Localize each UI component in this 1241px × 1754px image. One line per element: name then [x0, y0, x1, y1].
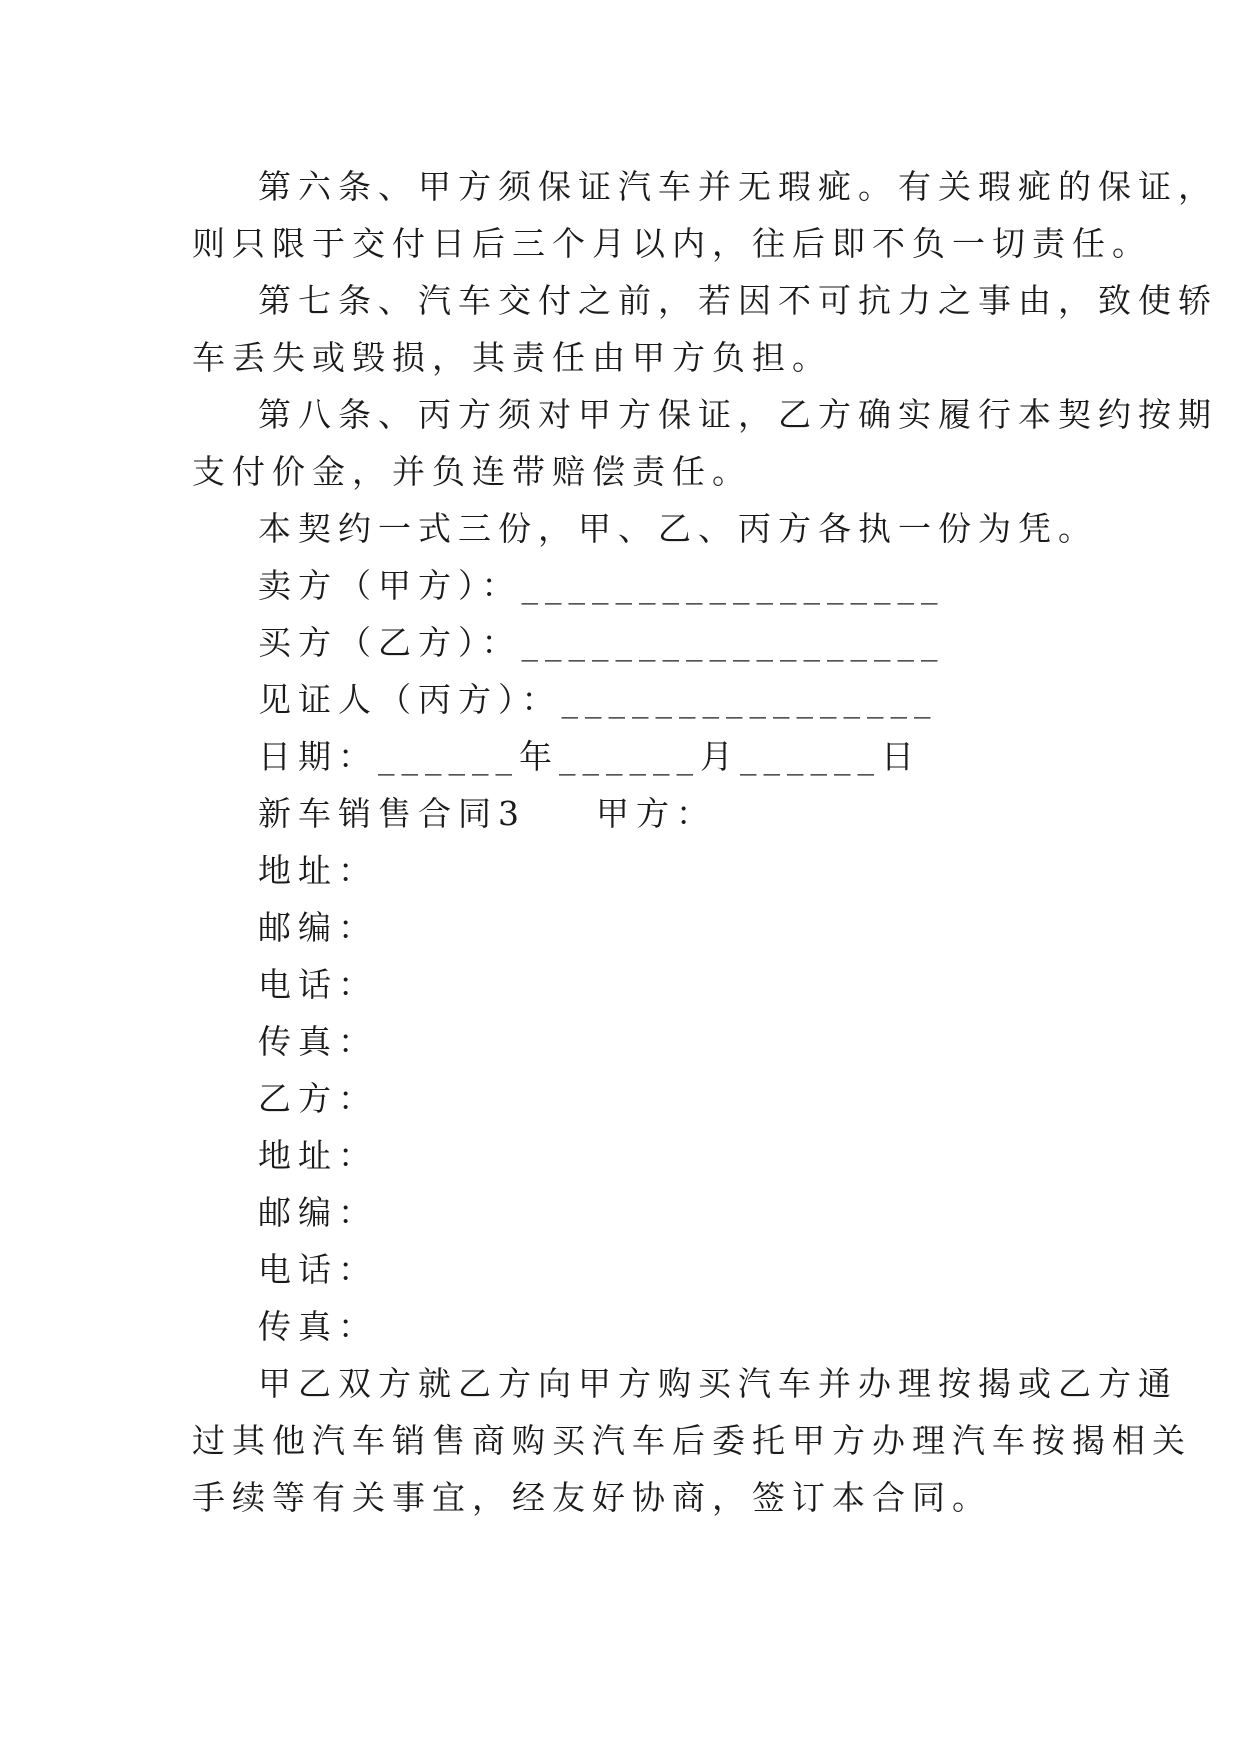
- party-a-postcode: 邮编：: [258, 908, 378, 947]
- party-b-phone: 电话：: [258, 1250, 378, 1289]
- party-a-address: 地址：: [258, 851, 378, 890]
- buyer-signature-line: 买方（乙方）：__________________: [258, 623, 945, 662]
- clause-7-line-1: 第七条、汽车交付之前，若因不可抗力之事由，致使轿: [258, 281, 1218, 320]
- seller-signature-line: 卖方（甲方）：__________________: [258, 566, 945, 605]
- party-b-postcode: 邮编：: [258, 1193, 378, 1232]
- party-a-phone: 电话：: [258, 965, 378, 1004]
- clause-8-line-2: 支付价金，并负连带赔偿责任。: [192, 452, 752, 491]
- party-b-fax: 传真：: [258, 1307, 378, 1346]
- preamble-line-3: 手续等有关事宜，经友好协商，签订本合同。: [192, 1478, 992, 1517]
- clause-6-line-1: 第六条、甲方须保证汽车并无瑕疵。有关瑕疵的保证，: [258, 167, 1218, 206]
- contract-3-heading: 新车销售合同3 甲方：: [258, 794, 716, 833]
- party-b-label: 乙方：: [258, 1079, 378, 1118]
- clause-7-line-2: 车丢失或毁损，其责任由甲方负担。: [192, 338, 832, 377]
- preamble-line-1: 甲乙双方就乙方向甲方购买汽车并办理按揭或乙方通: [258, 1364, 1178, 1403]
- party-b-address: 地址：: [258, 1136, 378, 1175]
- clause-8-line-1: 第八条、丙方须对甲方保证，乙方确实履行本契约按期: [258, 395, 1218, 434]
- copies-statement: 本契约一式三份，甲、乙、丙方各执一份为凭。: [258, 509, 1098, 548]
- party-a-fax: 传真：: [258, 1022, 378, 1061]
- clause-6-line-2: 则只限于交付日后三个月以内，往后即不负一切责任。: [192, 224, 1152, 263]
- witness-signature-line: 见证人（丙方）：________________: [258, 680, 938, 719]
- preamble-line-2: 过其他汽车销售商购买汽车后委托甲方办理汽车按揭相关: [192, 1421, 1192, 1460]
- date-line: 日期：______年______月______日: [258, 737, 921, 776]
